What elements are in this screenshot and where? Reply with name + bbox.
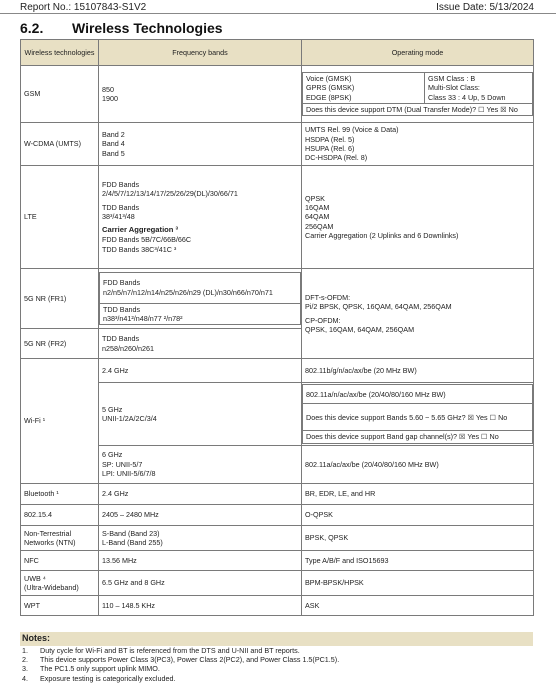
mode-gsm-gprs: GPRS (GMSK) xyxy=(306,83,355,93)
freq-wcdma-band2: Band 2 xyxy=(102,129,125,139)
tech-wpt: WPT xyxy=(21,596,99,616)
freq-ntn-sband: S-Band (Band 23) xyxy=(102,528,160,538)
tech-wcdma: W-CDMA (UMTS) xyxy=(21,123,99,166)
mode-gsm-voice: Voice (GMSK) xyxy=(306,73,352,83)
freq-wifi-6-lpi: LPI: UNII-5/6/7/8 xyxy=(102,469,156,479)
freq-nr2-tdd-bands: n258/n260/n261 xyxy=(102,343,154,353)
mode-nr xyxy=(302,269,534,359)
note-1-text: Duty cycle for Wi-Fi and BT is referenced from the DTS and U-NII and BT reports. xyxy=(40,645,300,655)
table-row-ntn xyxy=(21,526,534,551)
freq-wifi-6 xyxy=(99,446,302,484)
mode-lte-16qam: 16QAM xyxy=(305,202,330,212)
freq-nr-fr1 xyxy=(99,269,302,329)
note-4-num: 4. xyxy=(22,673,28,683)
note-1-num: 1. xyxy=(22,645,28,655)
mode-wifi-5-question-band: Does this device support Bands 5.60 ~ 5.65 GHz? ☒ Yes ☐ No xyxy=(303,404,533,431)
tech-uwb-name: UWB ⁴ xyxy=(24,573,46,583)
mode-nr-cp-label: CP-OFDM: xyxy=(305,315,341,325)
freq-wpt: 110 – 148.5 KHz xyxy=(99,596,302,616)
tech-nr-fr1: 5G NR (FR1) xyxy=(21,269,99,329)
table-row-nr-fr1 xyxy=(21,269,534,329)
freq-bluetooth: 2.4 GHz xyxy=(99,484,302,505)
note-3-text: The PC1.5 only support uplink MIMO. xyxy=(40,664,160,674)
tech-uwb-full: (Ultra-Wideband) xyxy=(24,583,79,592)
notes-title: Notes: xyxy=(20,632,533,646)
note-4-text: Exposure testing is categorically excluded. xyxy=(40,673,176,683)
tech-lte: LTE xyxy=(21,166,99,269)
mode-gsm-dtm-question: Does this device support DTM (Dual Transfer Mode)? ☐ Yes ☒ No xyxy=(303,103,533,115)
freq-wifi-5-unii: UNII-1/2A/2C/3/4 xyxy=(102,414,157,423)
freq-wcdma-band4: Band 4 xyxy=(102,139,125,149)
mode-gsm xyxy=(302,66,534,123)
section-heading: Wireless Technologies xyxy=(72,20,223,36)
mode-802154: O-QPSK xyxy=(302,505,534,526)
freq-gsm-850: 850 xyxy=(102,84,114,94)
tech-wifi: Wi-Fi ¹ xyxy=(21,359,99,484)
freq-wifi-6-sp: SP: UNII-5/7 xyxy=(102,459,143,469)
mode-lte-256qam: 256QAM xyxy=(305,221,334,231)
page-header xyxy=(0,0,556,14)
mode-wcdma-umts: UMTS Rel. 99 (Voice & Data) xyxy=(305,125,399,135)
freq-lte-tdd-bands: 38³/41³/48 xyxy=(102,212,135,222)
mode-wcdma-hsupa: HSUPA (Rel. 6) xyxy=(305,144,355,153)
mode-gsm-class: GSM Class : B xyxy=(428,73,476,83)
freq-wifi-5-ghz: 5 GHz xyxy=(102,404,123,414)
freq-gsm xyxy=(99,66,302,123)
freq-lte-ca-tdd: TDD Bands 38C³/41C ³ xyxy=(102,244,177,254)
tech-nr-fr2: 5G NR (FR2) xyxy=(21,329,99,359)
mode-wifi-6: 802.11a/ac/ax/be (20/40/80/160 MHz BW) xyxy=(302,446,534,484)
mode-bluetooth: BR, EDR, LE, and HR xyxy=(302,484,534,505)
freq-lte xyxy=(99,166,302,269)
freq-lte-ca-label: Carrier Aggregation ³ xyxy=(102,225,179,235)
freq-gsm-1900: 1900 xyxy=(102,94,118,103)
note-2-text: This device supports Power Class 3(PC3), Power Class 2(PC2), and Power Class 1.5(PC1.5). xyxy=(40,655,340,665)
notes-section xyxy=(20,632,533,683)
tech-gsm: GSM xyxy=(21,66,99,123)
mode-wifi-5-std: 802.11a/n/ac/ax/be (20/40/80/160 MHz BW) xyxy=(303,385,533,404)
freq-nr1-fdd-label: FDD Bands xyxy=(103,278,141,288)
freq-lte-tdd-label: TDD Bands xyxy=(102,202,140,212)
note-3 xyxy=(20,664,533,673)
section-number: 6.2. xyxy=(20,20,44,36)
mode-wpt: ASK xyxy=(302,596,534,616)
freq-uwb: 6.5 GHz and 8 GHz xyxy=(99,571,302,596)
mode-gsm-edge: EDGE (8PSK) xyxy=(306,92,352,102)
mode-nfc: Type A/B/F and ISO15693 xyxy=(302,551,534,571)
mode-wcdma-dchsdpa: DC-HSDPA (Rel. 8) xyxy=(305,153,368,163)
mode-uwb: BPM-BPSK/HPSK xyxy=(302,571,534,596)
note-3-num: 3. xyxy=(22,664,28,674)
section-title xyxy=(20,20,223,36)
mode-lte xyxy=(302,166,534,269)
mode-ntn: BPSK, QPSK xyxy=(302,526,534,551)
wireless-table xyxy=(20,39,534,616)
tech-ntn: Non-Terrestrial Networks (NTN) xyxy=(21,526,99,551)
freq-nfc: 13.56 MHz xyxy=(99,551,302,571)
freq-lte-fdd-bands: 2/4/5/7/12/13/14/17/25/26/29(DL)/30/66/71 xyxy=(102,189,238,199)
col-header-tech: Wireless technologies xyxy=(21,40,99,66)
freq-lte-ca-fdd: FDD Bands 5B/7C/66B/66C xyxy=(102,235,192,245)
table-row-802154 xyxy=(21,505,534,526)
mode-lte-64qam: 64QAM xyxy=(305,212,330,222)
table-row-lte xyxy=(21,166,534,269)
mode-wifi-24: 802.11b/g/n/ac/ax/be (20 MHz BW) xyxy=(302,359,534,383)
freq-nr1-tdd-bands: n38³/n41²/n48/n77 ²/n78² xyxy=(103,314,183,323)
mode-nr-dft-label: DFT-s-OFDM: xyxy=(305,292,351,302)
tech-uwb xyxy=(21,571,99,596)
freq-nr1-fdd-bands: n2/n5/n7/n12/n14/n25/n26/n29 (DL)/n30/n66/n70/n71 xyxy=(103,287,273,297)
freq-ntn-lband: L-Band (Band 255) xyxy=(102,538,163,547)
mode-lte-qpsk: QPSK xyxy=(305,193,325,203)
note-2 xyxy=(20,655,533,664)
mode-lte-ca: Carrier Aggregation (2 Uplinks and 6 Downlinks) xyxy=(305,231,459,241)
mode-wifi-5-question-gap: Does this device support Band gap channel(s)? ☒ Yes ☐ No xyxy=(303,431,533,443)
note-2-num: 2. xyxy=(22,655,28,665)
freq-wcdma-band5: Band 5 xyxy=(102,148,125,158)
mode-wcdma-hsdpa: HSDPA (Rel. 5) xyxy=(305,134,355,144)
table-header-row xyxy=(21,40,534,66)
report-number: Report No.: 15107843-S1V2 xyxy=(20,2,147,13)
tech-nfc: NFC xyxy=(21,551,99,571)
freq-wifi-24: 2.4 GHz xyxy=(99,359,302,383)
note-4 xyxy=(20,674,533,683)
freq-nr1-tdd-label: TDD Bands xyxy=(103,304,141,314)
table-row-gsm xyxy=(21,66,534,123)
table-row-wpt xyxy=(21,596,534,616)
table-row-uwb xyxy=(21,571,534,596)
mode-gsm-multislot: Multi-Slot Class: xyxy=(428,83,480,93)
col-header-freq: Frequency bands xyxy=(99,40,302,66)
table-row-wifi-24 xyxy=(21,359,534,383)
mode-wcdma xyxy=(302,123,534,166)
mode-nr-cp-mods: QPSK, 16QAM, 64QAM, 256QAM xyxy=(305,324,415,334)
mode-wifi-5 xyxy=(302,383,534,446)
mode-gsm-class33: Class 33 : 4 Up, 5 Down xyxy=(428,92,506,102)
tech-bluetooth: Bluetooth ¹ xyxy=(21,484,99,505)
freq-wifi-6-ghz: 6 GHz xyxy=(102,450,123,460)
freq-nr-fr2 xyxy=(99,329,302,359)
freq-ntn xyxy=(99,526,302,551)
table-row-nfc xyxy=(21,551,534,571)
issue-date: Issue Date: 5/13/2024 xyxy=(436,2,534,13)
freq-nr2-tdd-label: TDD Bands xyxy=(102,334,140,344)
tech-802154: 802.15.4 xyxy=(21,505,99,526)
freq-wcdma xyxy=(99,123,302,166)
table-row-wcdma xyxy=(21,123,534,166)
freq-wifi-5 xyxy=(99,383,302,446)
freq-lte-fdd-label: FDD Bands xyxy=(102,179,140,189)
freq-802154: 2405 – 2480 MHz xyxy=(99,505,302,526)
table-row-bluetooth xyxy=(21,484,534,505)
mode-nr-dft-mods: Pi/2 BPSK, QPSK, 16QAM, 64QAM, 256QAM xyxy=(305,302,452,312)
note-1 xyxy=(20,646,533,655)
col-header-mode: Operating mode xyxy=(302,40,534,66)
